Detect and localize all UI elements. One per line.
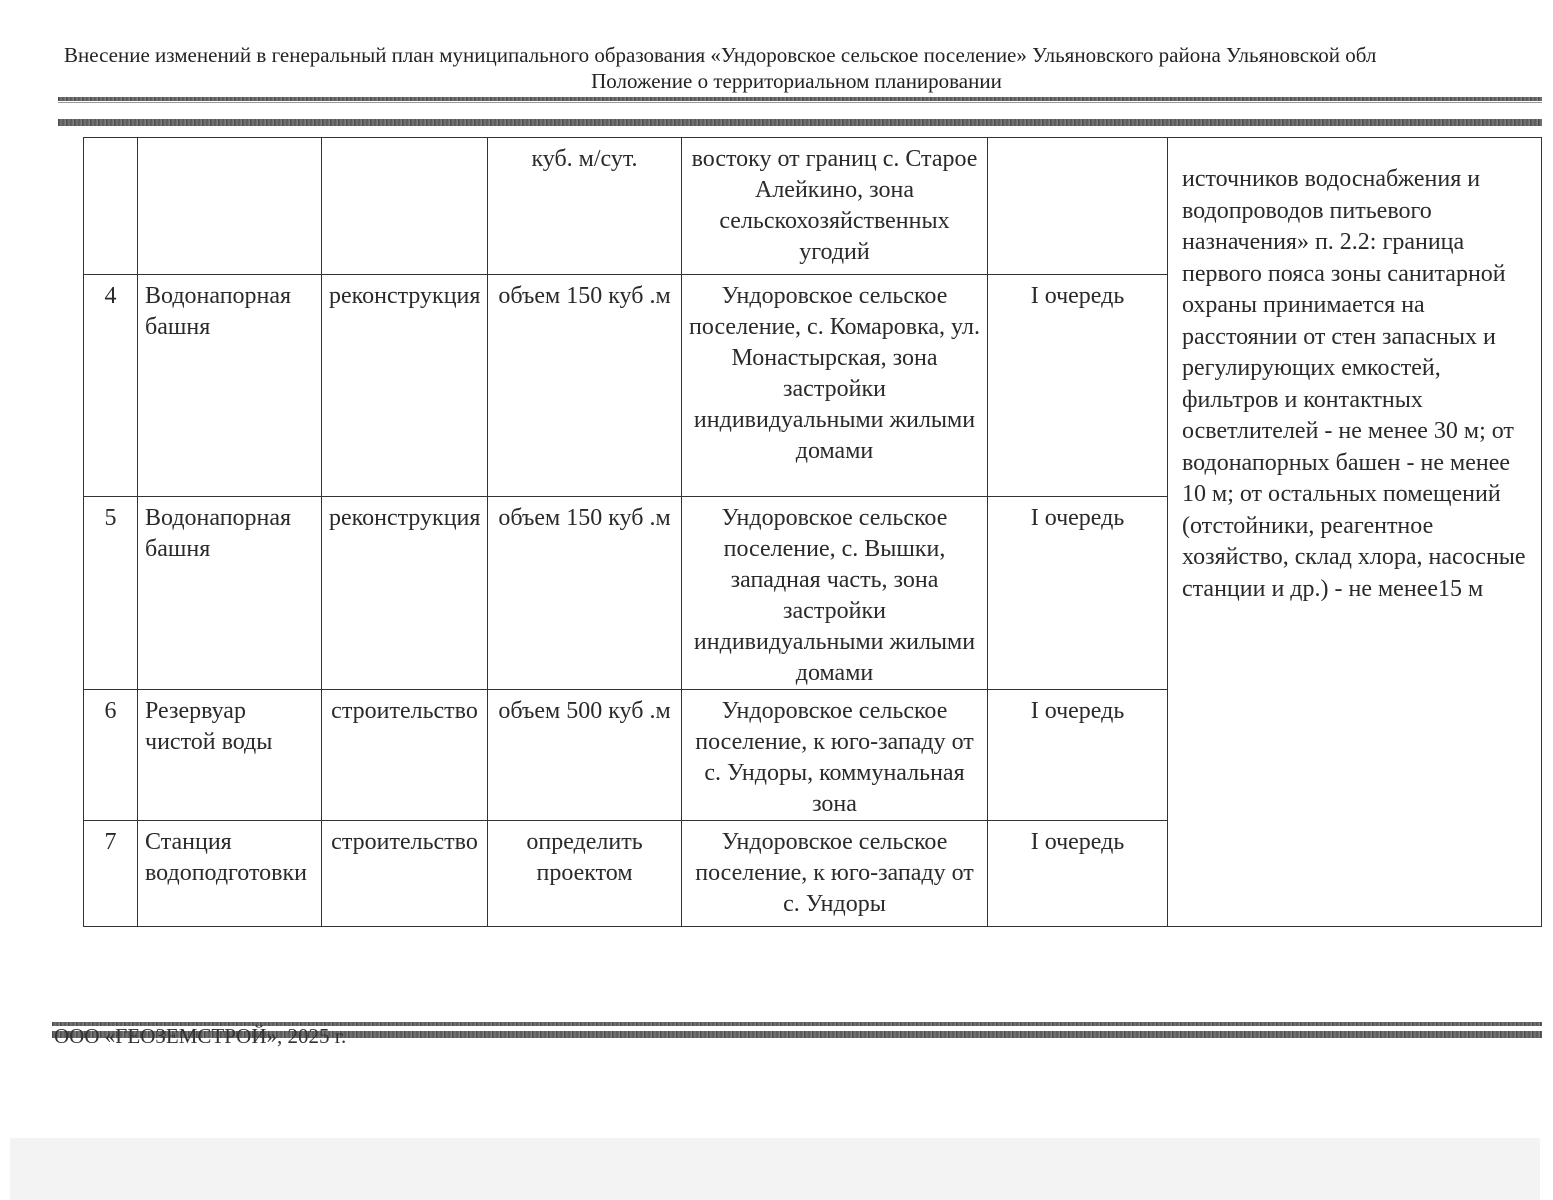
cell-location: востоку от границ с. Старое Алейкино, зона сельскохозяйственных угодий xyxy=(682,138,988,275)
cell-num: 5 xyxy=(84,497,138,690)
scan-margin xyxy=(10,1138,1540,1200)
cell-type: строительство xyxy=(322,690,488,821)
header-rule xyxy=(58,97,1542,101)
cell-type: реконструкция xyxy=(322,275,488,497)
cell-name xyxy=(138,138,322,275)
cell-volume: объем 500 куб .м xyxy=(488,690,682,821)
cell-location: Ундоровское сельское поселение, с. Вышки, западная часть, зона застройки индивидуальными жилыми домами xyxy=(682,497,988,690)
cell-num: 4 xyxy=(84,275,138,497)
cell-num: 7 xyxy=(84,821,138,927)
cell-name: Станция водоподготовки xyxy=(138,821,322,927)
header-rule-thin xyxy=(58,102,1542,103)
cell-volume: определить проектом xyxy=(488,821,682,927)
page-header xyxy=(0,42,1553,94)
header-subtitle: Положение о территориальном планировании xyxy=(591,69,1002,93)
cell-type: строительство xyxy=(322,821,488,927)
cell-volume: объем 150 куб .м xyxy=(488,275,682,497)
footer-company: ООО «ГЕОЗЕМСТРОЙ», 2025 г. xyxy=(54,1024,347,1048)
cell-type: реконструкция xyxy=(322,497,488,690)
cell-name: Водонапорная башня xyxy=(138,497,322,690)
planning-table xyxy=(83,137,1542,927)
cell-queue: I очередь xyxy=(988,497,1168,690)
cell-name: Водонапорная башня xyxy=(138,275,322,497)
header-rule-thick xyxy=(58,119,1542,126)
cell-queue: I очередь xyxy=(988,275,1168,497)
header-title: Внесение изменений в генеральный план муниципального образования «Ундоровское сельское поселение» Ульяновского района Ульяновской обл xyxy=(64,43,1377,67)
cell-type xyxy=(322,138,488,275)
cell-sanitary-zone: источников водоснабжения и водопроводов питьевого назначения» п. 2.2: граница первого пояса зоны санитарной охраны принимается на расстоянии от стен запасных и регулирующих емкостей, фильтров и контактных осветлителей - не менее 30 м; от водонапорных башен - не менее 10 м; от остальных помещений (отстойники, реагентное хозяйство, склад хлора, насосные станции и др.) - не менее15 м xyxy=(1168,138,1542,927)
cell-location: Ундоровское сельское поселение, с. Комаровка, ул. Монастырская, зона застройки индивидуальными жилыми домами xyxy=(682,275,988,497)
cell-volume: куб. м/сут. xyxy=(488,138,682,275)
cell-volume: объем 150 куб .м xyxy=(488,497,682,690)
cell-name: Резервуар чистой воды xyxy=(138,690,322,821)
table-row-continuation xyxy=(84,138,1542,275)
cell-queue: I очередь xyxy=(988,690,1168,821)
cell-num xyxy=(84,138,138,275)
cell-queue xyxy=(988,138,1168,275)
cell-location: Ундоровское сельское поселение, к юго-западу от с. Ундоры, коммунальная зона xyxy=(682,690,988,821)
cell-location: Ундоровское сельское поселение, к юго-западу от с. Ундоры xyxy=(682,821,988,927)
cell-num: 6 xyxy=(84,690,138,821)
cell-queue: I очередь xyxy=(988,821,1168,927)
